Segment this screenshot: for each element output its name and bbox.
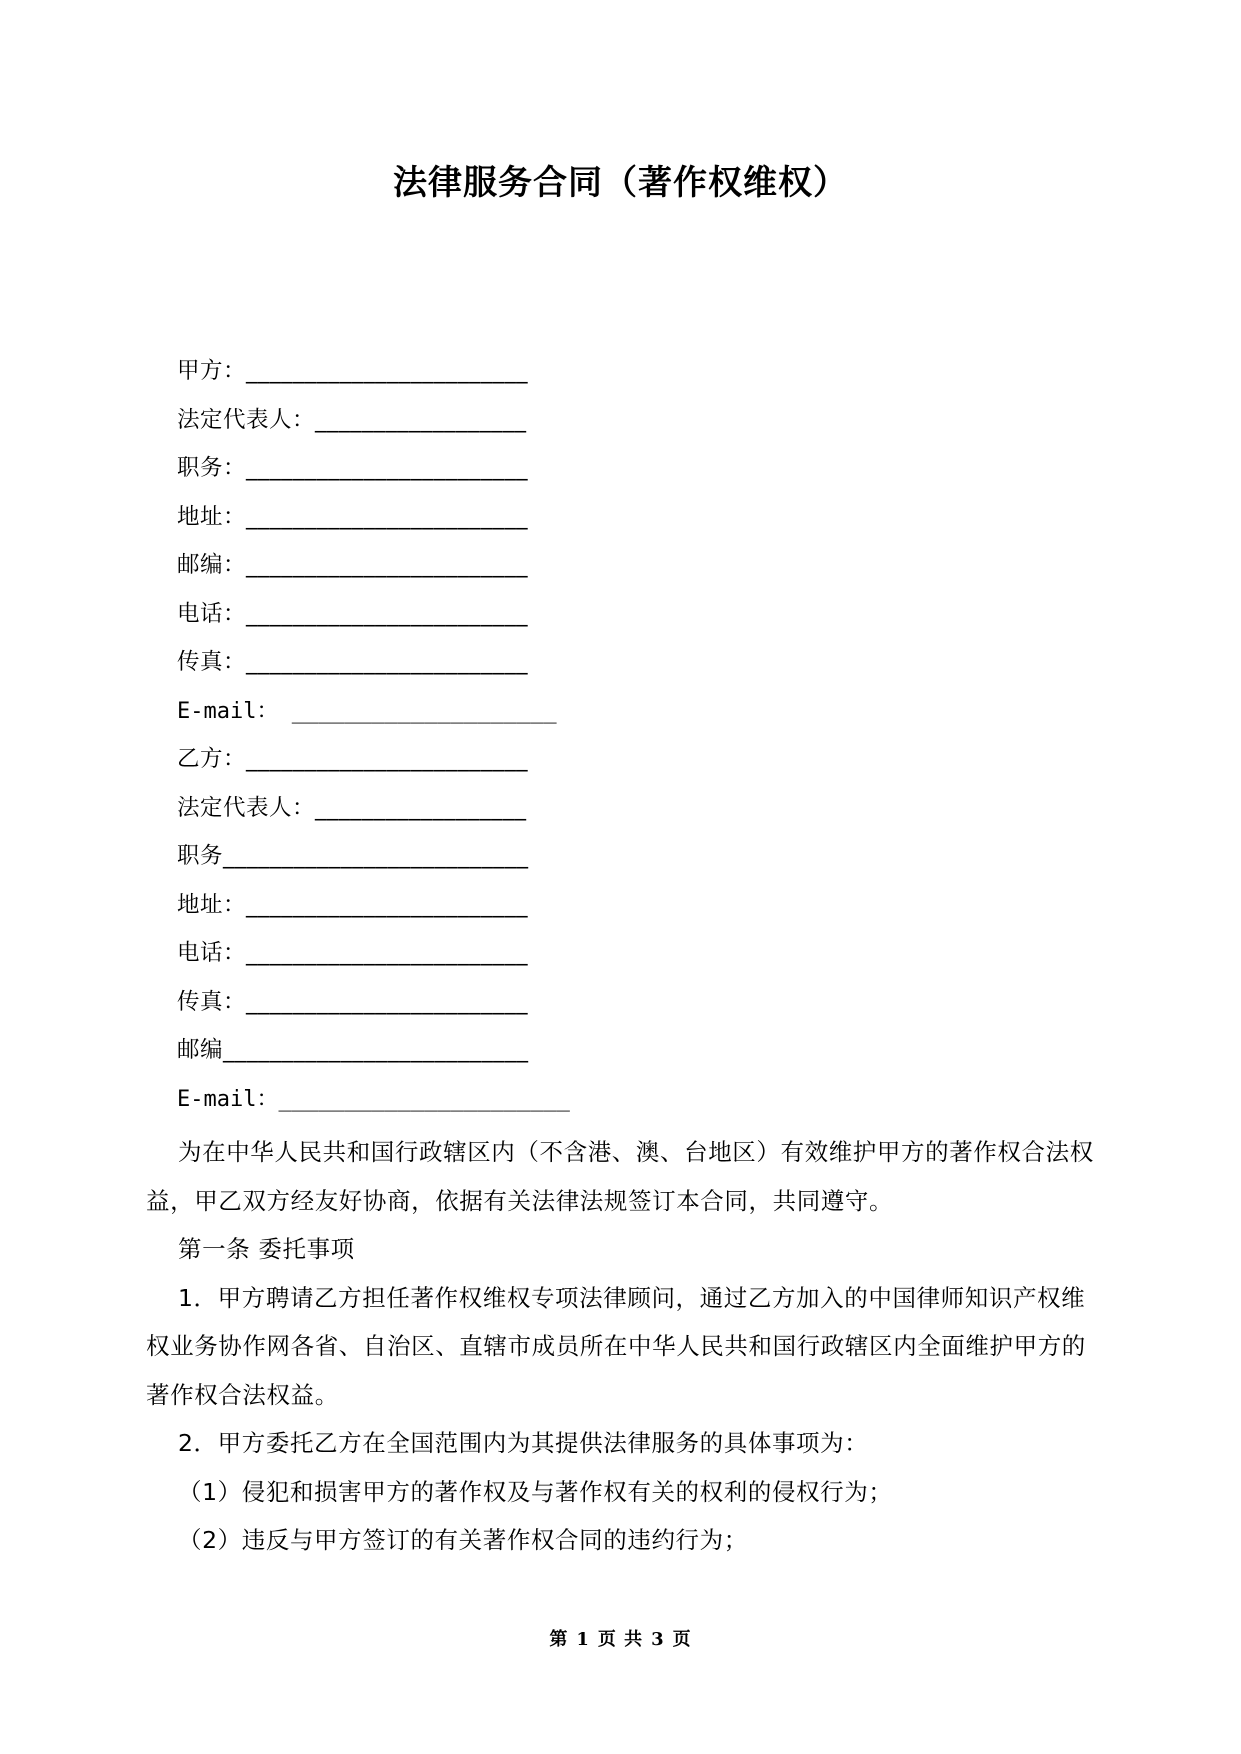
footer-total-pages: 3: [651, 1629, 665, 1650]
article-1-item-2: 2．甲方委托乙方在全国范围内为其提供法律服务的具体事项为：: [178, 1429, 869, 1457]
field-party-a: 甲方：________________________: [177, 358, 529, 384]
field-party-b-position: 职务__________________________: [177, 843, 529, 869]
contract-body: [146, 1128, 1096, 1565]
field-party-a-address: 地址：________________________: [177, 503, 529, 530]
field-party-b-phone: 电话：________________________: [177, 940, 529, 966]
footer-prefix: 第: [549, 1629, 569, 1650]
footer-suffix: 页: [672, 1629, 692, 1650]
field-party-b-email: [177, 1079, 877, 1128]
field-party-b-postcode: 邮编__________________________: [177, 1037, 529, 1063]
field-party-a-fax: 传真：________________________: [177, 649, 529, 675]
field-party-b-address: 地址：________________________: [177, 891, 529, 918]
field-party-b-fax: 传真：________________________: [177, 988, 529, 1015]
field-party-a-position: 职务：________________________: [177, 455, 529, 481]
footer-page-number: 1: [576, 1629, 590, 1650]
field-party-a-legal-rep: 法定代表人：__________________: [177, 406, 527, 433]
field-party-a-postcode: 邮编：________________________: [177, 552, 529, 578]
document-title: 法律服务合同（著作权维权）: [393, 163, 848, 203]
party-info-fields: [177, 351, 877, 1127]
field-party-b: 乙方：________________________: [177, 746, 529, 772]
field-party-a-email-text: E-mail： ____________________: [177, 698, 557, 724]
intro-paragraph: 为在中华人民共和国行政辖区内（不含港、澳、台地区）有效维护甲方的著作权合法权益，甲乙双方经友好协商，依据有关法律法规签订本合同，共同遵守。: [146, 1138, 1094, 1215]
field-party-b-legal-rep: 法定代表人：__________________: [177, 794, 527, 821]
article-1-item-1: 1．甲方聘请乙方担任著作权维权专项法律顾问，通过乙方加入的中国律师知识产权维权业务协作网各省、自治区、直辖市成员所在中华人民共和国行政辖区内全面维护甲方的著作权合法权益。: [146, 1283, 1086, 1409]
field-party-a-phone: 电话：________________________: [177, 600, 529, 627]
footer-middle: 页 共: [597, 1629, 644, 1650]
field-party-a-email: [177, 691, 877, 740]
article-1-subitem-1: （1）侵犯和损害甲方的著作权及与著作权有关的权利的侵权行为；: [178, 1477, 893, 1506]
article-1-subitem-2: （2）违反与甲方签订的有关著作权合同的违约行为；: [178, 1526, 748, 1554]
page-footer: [0, 1625, 1241, 1651]
article-1-heading: 第一条 委托事项: [178, 1235, 355, 1263]
field-party-b-email-text: E-mail：______________________: [177, 1086, 570, 1112]
